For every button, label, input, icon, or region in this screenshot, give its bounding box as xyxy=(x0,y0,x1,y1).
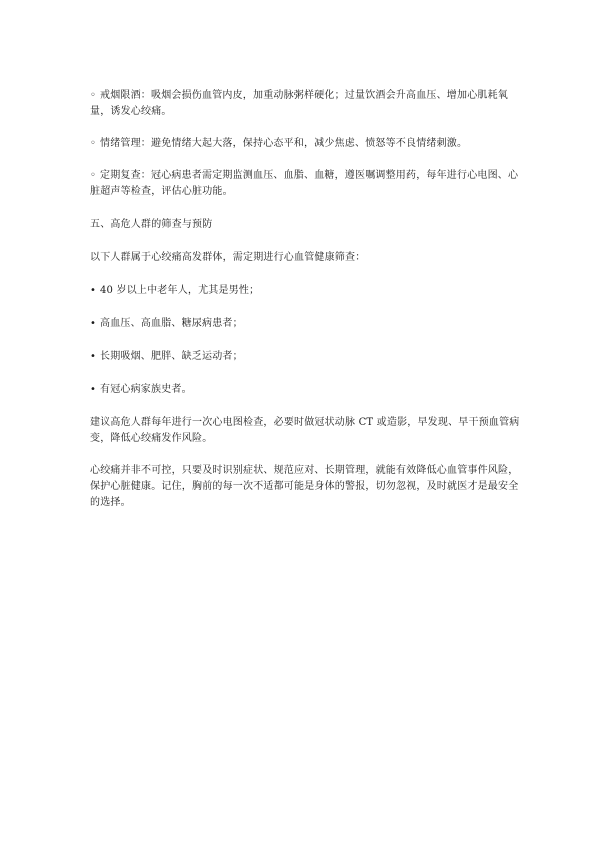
paragraph-review xyxy=(90,168,520,200)
paragraph-emotion-text: 情绪管理：避免情绪大起大落，保持心态平和，减少焦虑、愤怒等不良情绪刺激。 xyxy=(100,138,468,149)
bullet-icon: • xyxy=(90,384,97,395)
list-item xyxy=(90,316,520,332)
document-page xyxy=(90,88,520,511)
list-item-text: 有冠心病家族史者。 xyxy=(100,384,192,395)
paragraph-smoking-text: 戒烟限酒：吸烟会损伤血管内皮，加重动脉粥样硬化；过量饮酒会升高血压、增加心肌耗氧量，诱发心绞痛。 xyxy=(90,90,508,117)
paragraph-review-text: 定期复查：冠心病患者需定期监测血压、血脂、血糖，遵医嘱调整用药，每年进行心电图、心脏超声等检查，评估心脏功能。 xyxy=(90,170,519,197)
list-item-text: 40 岁以上中老年人，尤其是男性； xyxy=(100,285,260,296)
circle-bullet-icon: ◦ xyxy=(90,138,97,149)
circle-bullet-icon: ◦ xyxy=(90,170,97,181)
list-item-text: 长期吸烟、肥胖、缺乏运动者； xyxy=(100,351,243,362)
list-item xyxy=(90,382,520,398)
list-item-text: 高血压、高血脂、糖尿病患者； xyxy=(100,318,243,329)
paragraph-emotion xyxy=(90,136,520,152)
section-title: 五、高危人群的筛查与预防 xyxy=(90,219,213,230)
list-item xyxy=(90,283,520,299)
bullet-icon: • xyxy=(90,285,97,296)
list-item xyxy=(90,349,520,365)
conclusion-paragraph: 心绞痛并非不可控，只要及时识别症状、规范应对、长期管理，就能有效降低心血管事件风险，保护心脏健康。记住，胸前的每一次不适都可能是身体的警报，切勿忽视，及时就医才是最安全的选择。 xyxy=(90,465,519,508)
intro-paragraph: 以下人群属于心绞痛高发群体，需定期进行心血管健康筛查： xyxy=(90,252,366,263)
paragraph-smoking xyxy=(90,88,520,120)
circle-bullet-icon: ◦ xyxy=(90,90,97,101)
bullet-icon: • xyxy=(90,351,97,362)
bullet-icon: • xyxy=(90,318,97,329)
advice-paragraph: 建议高危人群每年进行一次心电图检查，必要时做冠状动脉 CT 或造影，早发现、早干预血管病变，降低心绞痛发作风险。 xyxy=(90,417,520,444)
